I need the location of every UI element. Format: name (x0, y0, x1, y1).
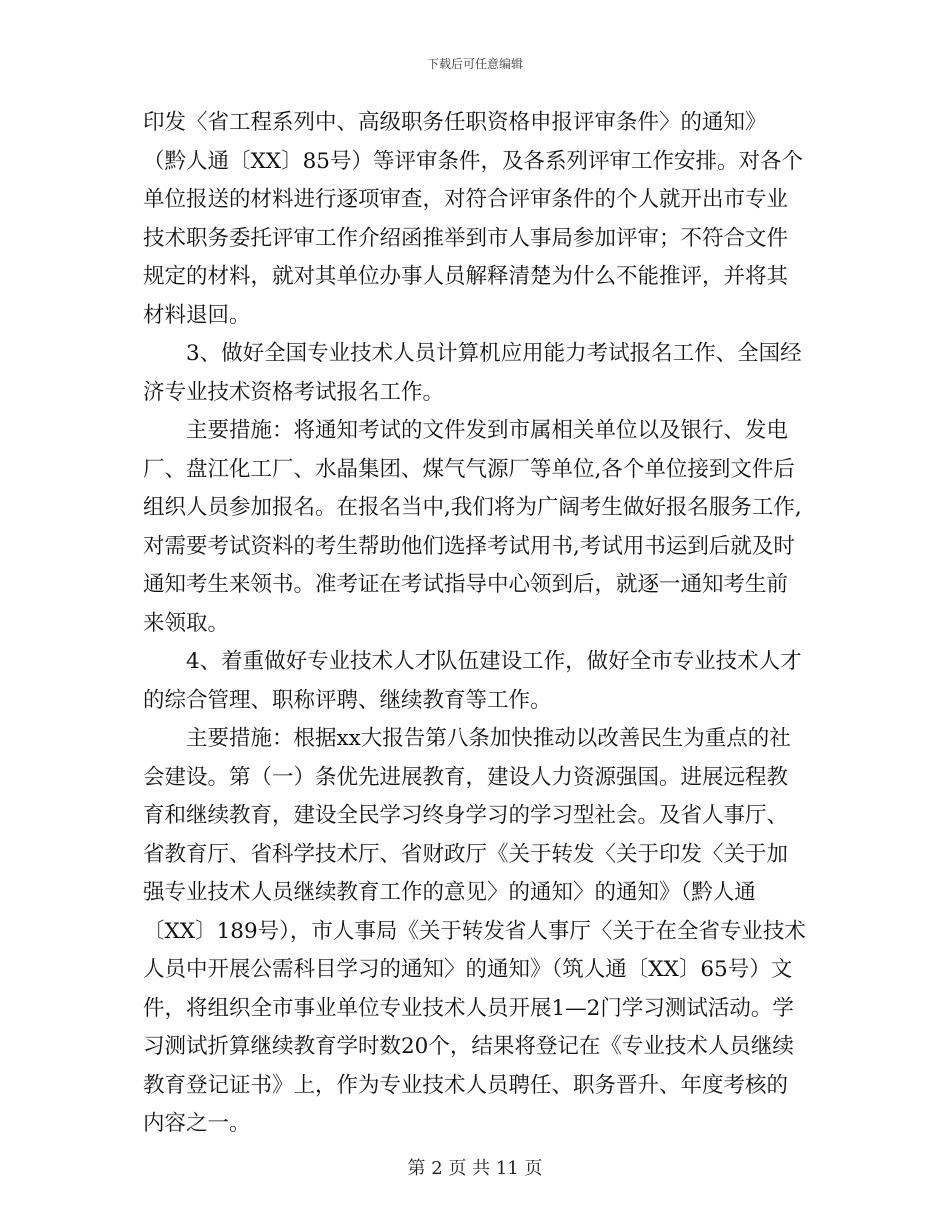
text-line: 省教育厅、省科学技术厅、省财政厅《关于转发〈关于印发〈关于加 (143, 841, 789, 867)
text-line: 通知考生来领书。准考证在考试指导中心领到后，就逐一通知考生前 (143, 572, 789, 597)
text-line: 来领取。 (143, 610, 230, 636)
text-line: 技术职务委托评审工作介绍函推举到市人事局参加评审；不符合文件 (143, 225, 789, 251)
text-line: 规定的材料，就对其单位办事人员解释清楚为什么不能推评，并将其 (143, 264, 789, 289)
text-line: 习测试折算继续教育学时数20个，结果将登记在《专业技术人员继续 (143, 1034, 794, 1059)
text-line: （黔人通〔XX〕85号）等评审条件，及各系列评审工作安排。对各个 (143, 148, 803, 174)
text-line: 组织人员参加报名。在报名当中,我们将为广阔考生做好报名服务工作, (143, 495, 802, 520)
text-line: 育和继续教育，建设全民学习终身学习的学习型社会。及省人事厅、 (143, 803, 789, 828)
text-line: 内容之一。 (143, 1111, 251, 1136)
text-line: 厂、盘江化工厂、水晶集团、煤气气源厂等单位,各个单位接到文件后 (143, 456, 795, 482)
text-line: 强专业技术人员继续教育工作的意见〉的通知〉的通知》（黔人通 (143, 880, 756, 905)
page-header: 下载后可任意编辑 (426, 57, 523, 71)
page-footer: 第 2 页 共 11 页 (407, 1158, 543, 1179)
text-line: 单位报送的材料进行逐项审查，对符合评审条件的个人就开出市专业 (143, 187, 789, 212)
text-line: 济专业技术资格考试报名工作。 (143, 379, 445, 405)
text-line: 〔XX〕189号），市人事局《关于转发省人事厅〈关于在全省专业技术 (143, 918, 806, 944)
text-line: 主要措施：根据xx大报告第八条加快推动以改善民生为重点的社 (143, 726, 791, 751)
text-line: 件，将组织全市事业单位专业技术人员开展1—2门学习测试活动。学 (143, 995, 794, 1021)
text-line: 主要措施：将通知考试的文件发到市属相关单位以及银行、发电 (143, 418, 789, 443)
text-line: 教育登记证书》上，作为专业技术人员聘任、职务晋升、年度考核的 (143, 1072, 789, 1098)
text-line: 的综合管理、职称评聘、继续教育等工作。 (143, 687, 552, 713)
text-line: 会建设。第（一）条优先进展教育，建设人力资源强国。进展远程教 (143, 764, 789, 790)
text-line: 3、做好全国专业技术人员计算机应用能力考试报名工作、全国经 (143, 341, 802, 366)
text-line: 材料退回。 (143, 302, 251, 328)
text-line: 人员中开展公需科目学习的通知〉的通知》（筑人通〔XX〕65号）文 (143, 957, 793, 982)
text-line: 4、着重做好专业技术人才队伍建设工作，做好全市专业技术人才 (143, 649, 802, 674)
body-text (143, 104, 815, 1144)
text-line: 印发〈省工程系列中、高级职务任职资格申报评审条件〉的通知》 (143, 110, 767, 135)
text-line: 对需要考试资料的考生帮助他们选择考试用书,考试用书运到后就及时 (143, 533, 795, 559)
